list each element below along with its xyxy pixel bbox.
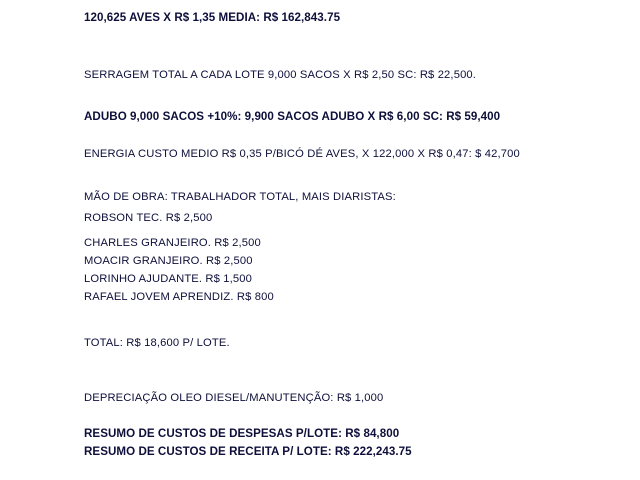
line-serragem: SERRAGEM TOTAL A CADA LOTE 9,000 SACOS X R$ 2,50 SC: R$ 22,500. <box>84 69 477 81</box>
line-mao-de-obra-header: MÃO DE OBRA: TRABALHADOR TOTAL, MAIS DIARISTAS: <box>84 191 396 203</box>
line-total-lote: TOTAL: R$ 18,600 P/ LOTE. <box>84 337 230 349</box>
line-aves-media: 120,625 AVES X R$ 1,35 MEDIA: R$ 162,843.75 <box>84 11 341 24</box>
line-resumo-receita: RESUMO DE CUSTOS DE RECEITA P/ LOTE: R$ 222,243.75 <box>84 445 412 458</box>
line-resumo-despesas: RESUMO DE CUSTOS DE DESPESAS P/LOTE: R$ 84,800 <box>84 427 400 440</box>
line-robson: ROBSON TEC. R$ 2,500 <box>84 212 213 224</box>
line-energia: ENERGIA CUSTO MEDIO R$ 0,35 P/BICÓ DÉ AVES, X 122,000 X R$ 0,47: $ 42,700 <box>84 148 520 160</box>
line-rafael: RAFAEL JOVEM APRENDIZ. R$ 800 <box>84 291 274 303</box>
cut-off-top-line <box>84 0 504 3</box>
line-moacir: MOACIR GRANJEIRO. R$ 2,500 <box>84 255 253 267</box>
line-lorinho: LORINHO AJUDANTE. R$ 1,500 <box>84 273 253 285</box>
line-adubo: ADUBO 9,000 SACOS +10%: 9,900 SACOS ADUBO X R$ 6,00 SC: R$ 59,400 <box>84 110 501 123</box>
line-depreciacao: DEPRECIAÇÃO OLEO DIESEL/MANUTENÇÃO: R$ 1,000 <box>84 392 384 404</box>
line-charles: CHARLES GRANJEIRO. R$ 2,500 <box>84 237 261 249</box>
